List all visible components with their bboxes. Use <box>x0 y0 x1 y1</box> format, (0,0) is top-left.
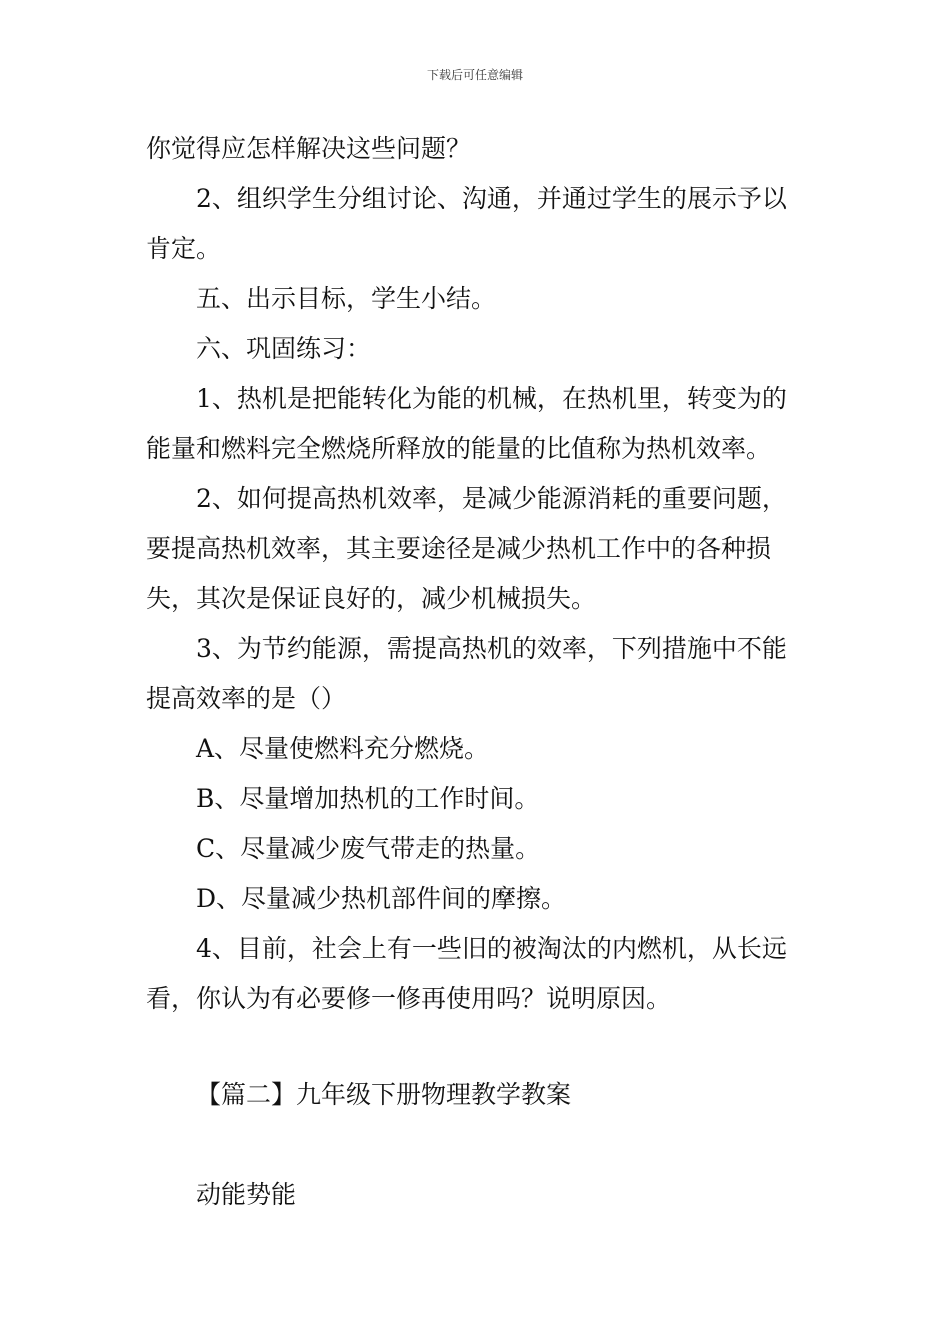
body-line: 3、为节约能源，需提高热机的效率，下列措施中不能 <box>196 634 787 663</box>
section-title: 【篇二】九年级下册物理教学教案 <box>196 1080 572 1109</box>
body-line: 提高效率的是（） <box>146 684 347 713</box>
body-line: 失，其次是保证良好的，减少机械损失。 <box>146 584 597 613</box>
body-line: 2、如何提高热机效率，是减少能源消耗的重要问题， <box>196 484 787 513</box>
subsection-title: 动能势能 <box>196 1180 297 1209</box>
option-b: B、尽量增加热机的工作时间。 <box>196 784 540 813</box>
body-line: 2、组织学生分组讨论、沟通，并通过学生的展示予以 <box>196 184 787 213</box>
option-c: C、尽量减少废气带走的热量。 <box>196 834 541 863</box>
option-a: A、尽量使燃料充分燃烧。 <box>196 734 490 763</box>
body-line: 1、热机是把能转化为能的机械，在热机里，转变为的 <box>196 384 787 413</box>
body-line: 要提高热机效率，其主要途径是减少热机工作中的各种损 <box>146 534 772 563</box>
body-line: 4、目前，社会上有一些旧的被淘汰的内燃机，从长远 <box>196 934 787 963</box>
body-line: 五、出示目标，学生小结。 <box>196 284 497 313</box>
document-body <box>146 124 806 1024</box>
page-header-note: 下载后可任意编辑 <box>426 68 523 82</box>
body-line: 肯定。 <box>146 234 222 263</box>
body-line: 六、巩固练习： <box>196 334 372 363</box>
body-line: 你觉得应怎样解决这些问题？ <box>146 134 472 163</box>
body-line: 看，你认为有必要修一修再使用吗？说明原因。 <box>146 984 672 1013</box>
option-d: D、尽量减少热机部件间的摩擦。 <box>196 884 567 913</box>
body-line: 能量和燃料完全燃烧所释放的能量的比值称为热机效率。 <box>146 434 772 463</box>
